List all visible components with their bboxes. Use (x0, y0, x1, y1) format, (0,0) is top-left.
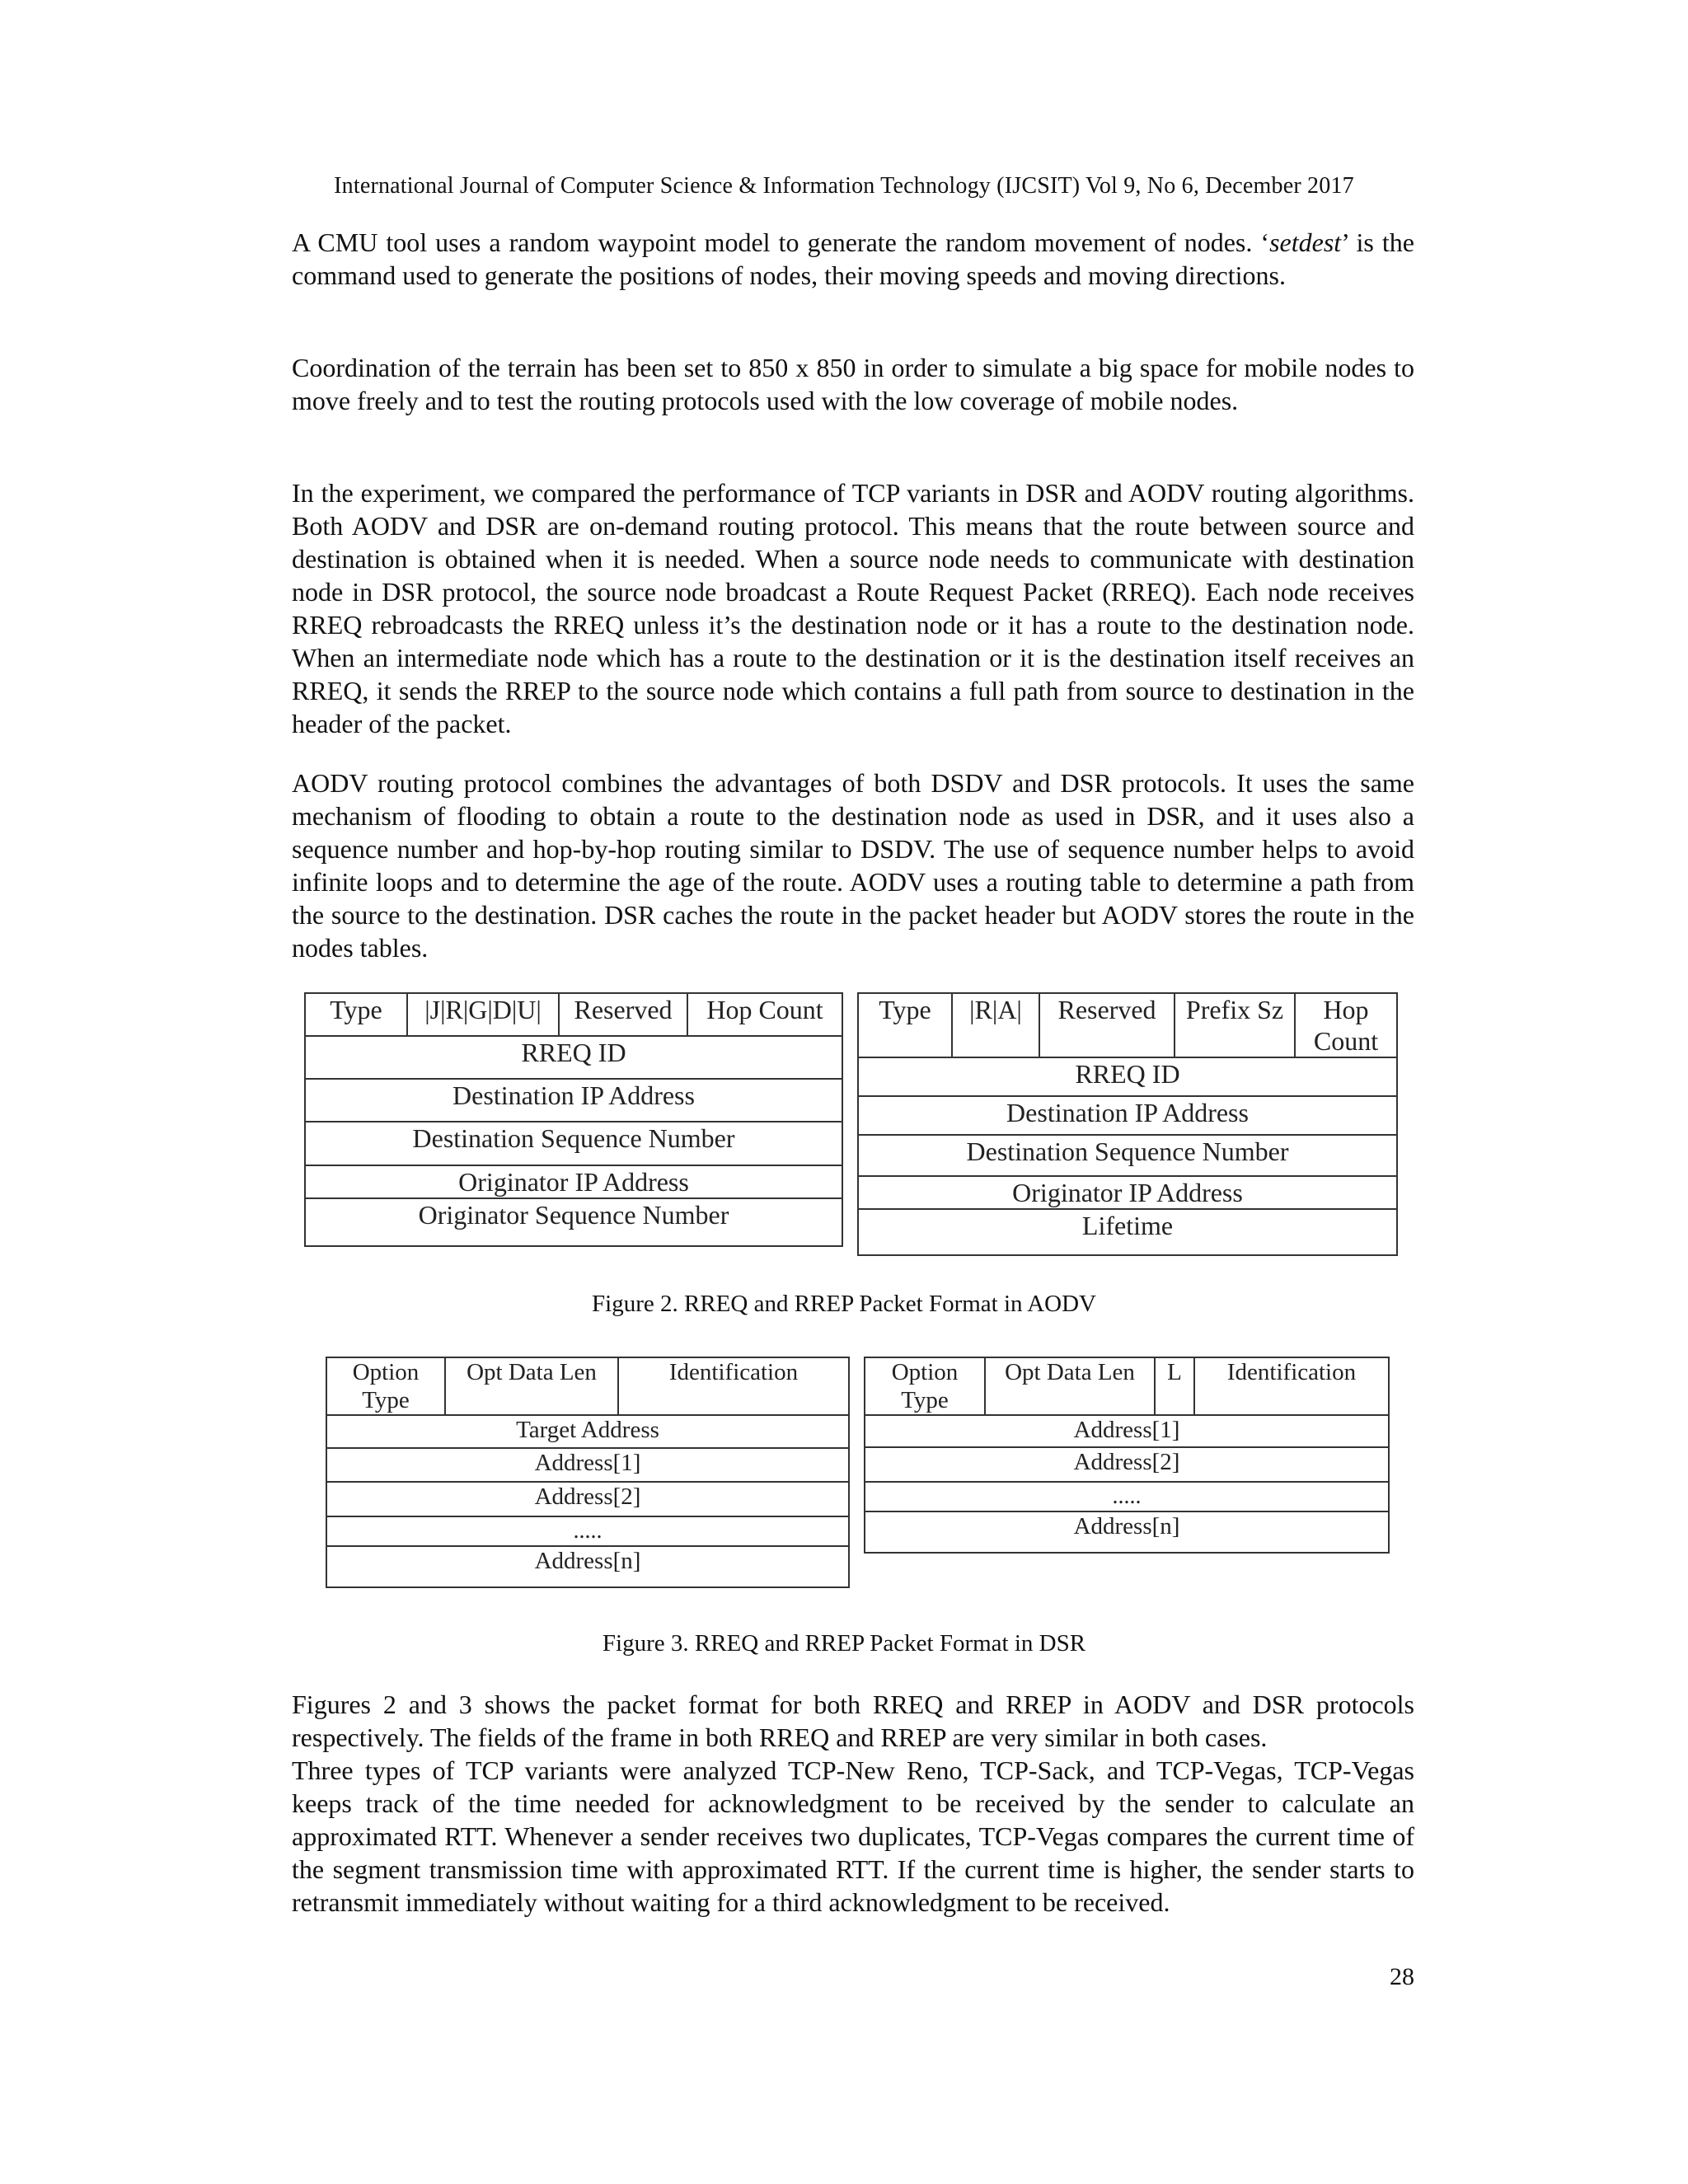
paragraph-cmu-tool (292, 226, 1414, 292)
aodv-rrep-flags: |R|A| (952, 993, 1039, 1057)
aodv-rreq-orig-ip: Originator IP Address (305, 1165, 842, 1198)
aodv-rrep-hop-count: Hop Count (1295, 993, 1397, 1057)
aodv-rrep-table (857, 992, 1398, 1256)
aodv-rreq-orig-seq: Originator Sequence Number (305, 1198, 842, 1246)
figure-2-caption: Figure 2. RREQ and RREP Packet Format in AODV (592, 1291, 1096, 1317)
dsr-rrep-address-2: Address[2] (865, 1447, 1389, 1482)
dsr-rreq-option-type: Option Type (326, 1357, 445, 1415)
dsr-rreq-ellipsis: ..... (326, 1516, 849, 1546)
aodv-rreq-reserved: Reserved (559, 993, 687, 1036)
dsr-rreq-address-1: Address[1] (326, 1448, 849, 1482)
paragraph-tcp-variants: Three types of TCP variants were analyzed TCP-New Reno, TCP-Sack, and TCP-Vegas, TCP-Vegas keeps track of the time needed for acknowledgment to be received by the sender to calculate an approximated RTT. Whenever a sender receives two duplicates, TCP-Vegas compares the current time of the segment transmission time with approximated RTT. If the current time is higher, the sender starts to retransmit immediately without waiting for a third acknowledgment to be received. (292, 1755, 1414, 1917)
setdest-term: setdest (1269, 227, 1342, 257)
paragraph-experiment: In the experiment, we compared the performance of TCP variants in DSR and AODV routing algorithms. Both AODV and DSR are on-demand routing protocol. This means that the route between source and destination is obtained when it is needed. When a source node needs to communicate with destination node in DSR protocol, the source node broadcast a Route Request Packet (RREQ). Each node receives RREQ rebroadcasts the RREQ unless it’s the destination node or it has a route to the destination node. When an intermediate node which has a route to the destination or it is the destination itself receives an RREQ, it sends the RREP to the source node which contains a full path from source to destination in the header of the packet. (292, 478, 1414, 738)
aodv-rreq-dest-ip: Destination IP Address (305, 1079, 842, 1122)
dsr-rrep-l-flag: L (1155, 1357, 1194, 1415)
dsr-rrep-ellipsis: ..... (865, 1482, 1389, 1511)
dsr-rrep-option-type: Option Type (865, 1357, 985, 1415)
para1-post: ’ is the command used to generate the positions of nodes, their moving speeds and moving directions. (292, 227, 1415, 290)
aodv-rreq-id: RREQ ID (305, 1036, 842, 1079)
aodv-rrep-type: Type (858, 993, 952, 1057)
aodv-rreq-dest-seq: Destination Sequence Number (305, 1122, 842, 1165)
dsr-rreq-opt-data-len: Opt Data Len (445, 1357, 618, 1415)
dsr-rreq-target-address: Target Address (326, 1415, 849, 1448)
dsr-rrep-address-n: Address[n] (865, 1511, 1389, 1553)
paragraph-figures-explained: Figures 2 and 3 shows the packet format for both RREQ and RREP in AODV and DSR protocols respectively. The fields of the frame in both RREQ and RREP are very similar in both cases. (292, 1690, 1414, 1752)
dsr-rrep-opt-data-len: Opt Data Len (985, 1357, 1155, 1415)
paragraph-terrain: Coordination of the terrain has been set to 850 x 850 in order to simulate a big space for mobile nodes to move freely and to test the routing protocols used with the low coverage of mobile nodes. (292, 353, 1414, 415)
figure-3-caption: Figure 3. RREQ and RREP Packet Format in DSR (602, 1630, 1086, 1657)
dsr-rrep-identification: Identification (1194, 1357, 1389, 1415)
aodv-rrep-rreq-id: RREQ ID (858, 1057, 1397, 1096)
dsr-rreq-table (326, 1357, 850, 1588)
aodv-rreq-type: Type (305, 993, 407, 1036)
dsr-rreq-address-2: Address[2] (326, 1482, 849, 1516)
para1-pre: A CMU tool uses a random waypoint model to generate the random movement of nodes. ‘ (292, 227, 1270, 257)
dsr-rrep-address-1: Address[1] (865, 1415, 1389, 1447)
aodv-rrep-dest-ip: Destination IP Address (858, 1096, 1397, 1135)
dsr-rreq-address-n: Address[n] (326, 1546, 849, 1587)
aodv-rreq-table (304, 992, 843, 1247)
aodv-rrep-reserved: Reserved (1039, 993, 1175, 1057)
aodv-rrep-prefix-size: Prefix Sz (1175, 993, 1295, 1057)
aodv-rrep-orig-ip: Originator IP Address (858, 1176, 1397, 1209)
aodv-rrep-dest-seq: Destination Sequence Number (858, 1135, 1397, 1176)
paragraph-aodv: AODV routing protocol combines the advantages of both DSDV and DSR protocols. It uses the same mechanism of flooding to obtain a route to the destination node as used in DSR, and it uses also a sequence number and hop-by-hop routing similar to DSDV. The use of sequence number helps to avoid infinite loops and to determine the age of the route. AODV uses a routing table to determine a path from the source to the destination. DSR caches the route in the packet header but AODV stores the route in the nodes tables. (292, 768, 1414, 963)
dsr-rrep-table (864, 1357, 1390, 1554)
aodv-rreq-hop-count: Hop Count (687, 993, 842, 1036)
aodv-rreq-flags: |J|R|G|D|U| (407, 993, 559, 1036)
dsr-rreq-identification: Identification (618, 1357, 849, 1415)
page-number: 28 (1390, 1963, 1414, 1990)
journal-header: International Journal of Computer Science & Information Technology (IJCSIT) Vol 9, No 6, December 2017 (334, 173, 1354, 199)
aodv-rrep-lifetime: Lifetime (858, 1209, 1397, 1255)
